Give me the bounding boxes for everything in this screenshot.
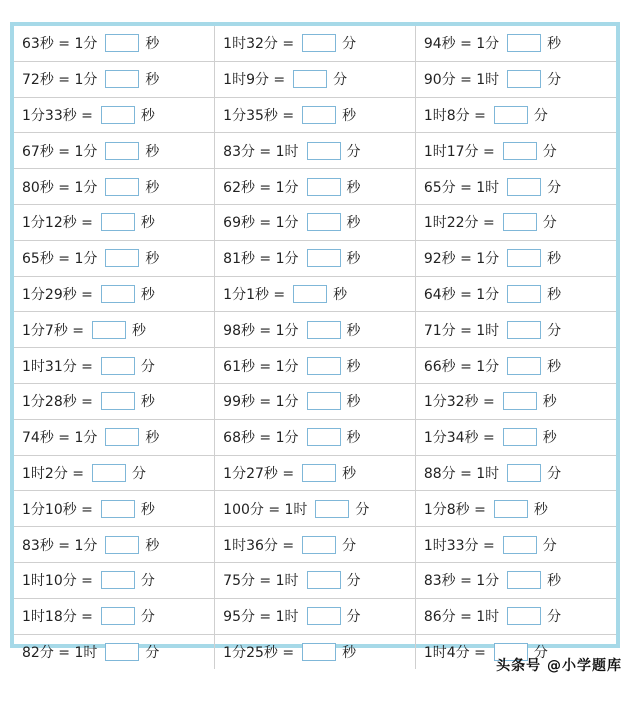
exercise-cell xyxy=(14,240,215,276)
exercise-cell xyxy=(14,634,215,669)
answer-box[interactable] xyxy=(105,428,139,446)
unit-label: 秒 xyxy=(140,286,155,303)
exercise-cell xyxy=(14,312,215,348)
answer-box[interactable] xyxy=(101,607,135,625)
question-text: 80秒 = 1分 xyxy=(22,179,98,196)
exercise-cell xyxy=(415,204,616,240)
answer-box[interactable] xyxy=(293,285,327,303)
exercise-cell xyxy=(14,598,215,634)
question-text: 64秒 = 1分 xyxy=(423,286,500,303)
answer-box[interactable] xyxy=(507,70,541,88)
question-text: 83分 = 1时 xyxy=(223,143,299,160)
unit-label: 分 xyxy=(533,644,548,661)
exercise-cell xyxy=(215,133,416,169)
exercise-row xyxy=(14,419,616,455)
exercise-cell xyxy=(14,527,215,563)
unit-label: 秒 xyxy=(342,465,357,482)
answer-box[interactable] xyxy=(507,285,541,303)
question-text: 63秒 = 1分 xyxy=(22,36,98,53)
exercise-cell xyxy=(215,383,416,419)
question-text: 86分 = 1时 xyxy=(423,609,500,626)
question-text: 74秒 = 1分 xyxy=(22,430,98,447)
exercise-row xyxy=(14,169,616,205)
exercise-cell xyxy=(14,276,215,312)
unit-label: 秒 xyxy=(346,394,361,411)
unit-label: 分 xyxy=(346,573,361,590)
exercise-cell xyxy=(215,634,416,669)
answer-box[interactable] xyxy=(307,213,341,231)
question-text: 1分35秒 = xyxy=(223,107,295,124)
answer-box[interactable] xyxy=(307,357,341,375)
watermark-footer: 头条号 @小学题库 xyxy=(496,658,622,674)
answer-box[interactable] xyxy=(302,106,336,124)
exercise-cell xyxy=(415,455,616,491)
exercise-row xyxy=(14,348,616,384)
exercise-cell xyxy=(215,276,416,312)
question-text: 1分32秒 = xyxy=(423,394,495,411)
unit-label: 分 xyxy=(346,143,361,160)
answer-box[interactable] xyxy=(307,249,341,267)
exercise-row xyxy=(14,491,616,527)
answer-box[interactable] xyxy=(105,643,139,661)
question-text: 72秒 = 1分 xyxy=(22,72,98,89)
exercise-cell xyxy=(14,26,215,61)
question-text: 1分27秒 = xyxy=(223,465,295,482)
question-text: 1时33分 = xyxy=(423,537,495,554)
answer-box[interactable] xyxy=(302,464,336,482)
answer-box[interactable] xyxy=(307,178,341,196)
question-text: 69秒 = 1分 xyxy=(223,215,299,232)
unit-label: 分 xyxy=(346,609,361,626)
question-text: 82分 = 1时 xyxy=(22,644,98,661)
answer-box[interactable] xyxy=(307,571,341,589)
unit-label: 分 xyxy=(547,179,562,196)
question-text: 90分 = 1时 xyxy=(423,72,500,89)
answer-box[interactable] xyxy=(105,178,139,196)
worksheet xyxy=(10,22,620,661)
exercise-cell xyxy=(14,491,215,527)
exercise-cell xyxy=(215,598,416,634)
answer-box[interactable] xyxy=(315,500,349,518)
answer-box[interactable] xyxy=(507,464,541,482)
unit-label: 分 xyxy=(333,72,348,89)
answer-box[interactable] xyxy=(307,607,341,625)
exercise-cell xyxy=(14,204,215,240)
answer-box[interactable] xyxy=(302,643,336,661)
unit-label: 秒 xyxy=(533,501,548,518)
answer-box[interactable] xyxy=(101,213,135,231)
question-text: 83秒 = 1分 xyxy=(423,573,500,590)
unit-label: 秒 xyxy=(346,251,361,268)
question-text: 1时2分 = xyxy=(22,465,84,482)
unit-label: 秒 xyxy=(145,179,160,196)
question-text: 1分33秒 = xyxy=(22,107,93,124)
exercise-cell xyxy=(215,61,416,97)
question-text: 88分 = 1时 xyxy=(423,465,500,482)
unit-label: 秒 xyxy=(342,107,357,124)
question-text: 1分1秒 = xyxy=(223,286,286,303)
unit-label: 分 xyxy=(542,537,557,554)
unit-label: 分 xyxy=(547,465,562,482)
exercise-row xyxy=(14,97,616,133)
question-text: 1分8秒 = xyxy=(423,501,486,518)
unit-label: 分 xyxy=(547,322,562,339)
answer-box[interactable] xyxy=(494,106,528,124)
answer-box[interactable] xyxy=(101,500,135,518)
question-text: 1分7秒 = xyxy=(22,322,84,339)
exercise-cell xyxy=(14,348,215,384)
exercise-cell xyxy=(215,240,416,276)
question-text: 62秒 = 1分 xyxy=(223,179,299,196)
question-text: 1分10秒 = xyxy=(22,501,93,518)
exercise-cell xyxy=(215,455,416,491)
exercise-cell xyxy=(14,383,215,419)
answer-box[interactable] xyxy=(105,249,139,267)
question-text: 1时17分 = xyxy=(423,143,495,160)
unit-label: 秒 xyxy=(140,394,155,411)
unit-label: 分 xyxy=(140,358,155,375)
answer-box[interactable] xyxy=(101,571,135,589)
question-text: 1时22分 = xyxy=(423,215,495,232)
unit-label: 秒 xyxy=(542,430,557,447)
exercise-cell xyxy=(415,598,616,634)
question-text: 1时32分 = xyxy=(223,36,295,53)
exercise-cell xyxy=(415,276,616,312)
question-text: 65分 = 1时 xyxy=(423,179,500,196)
unit-label: 秒 xyxy=(140,107,155,124)
answer-box[interactable] xyxy=(503,392,537,410)
answer-box[interactable] xyxy=(503,536,537,554)
unit-label: 分 xyxy=(355,501,370,518)
exercise-cell xyxy=(14,419,215,455)
question-text: 1时31分 = xyxy=(22,358,93,375)
question-text: 83秒 = 1分 xyxy=(22,537,98,554)
answer-box[interactable] xyxy=(293,70,327,88)
exercise-cell xyxy=(215,312,416,348)
unit-label: 秒 xyxy=(346,215,361,232)
exercise-cell xyxy=(415,491,616,527)
question-text: 100分 = 1时 xyxy=(223,501,308,518)
unit-label: 分 xyxy=(342,537,357,554)
exercise-cell xyxy=(215,204,416,240)
exercise-cell xyxy=(14,133,215,169)
exercise-row xyxy=(14,455,616,491)
unit-label: 分 xyxy=(140,573,155,590)
question-text: 66秒 = 1分 xyxy=(423,358,500,375)
answer-box[interactable] xyxy=(92,464,126,482)
question-text: 1分29秒 = xyxy=(22,286,93,303)
question-text: 95分 = 1时 xyxy=(223,609,299,626)
unit-label: 秒 xyxy=(547,36,562,53)
exercise-row xyxy=(14,527,616,563)
question-text: 92秒 = 1分 xyxy=(423,251,500,268)
question-text: 1时9分 = xyxy=(223,72,286,89)
unit-label: 秒 xyxy=(140,501,155,518)
unit-label: 分 xyxy=(145,644,160,661)
unit-label: 秒 xyxy=(333,286,348,303)
unit-label: 秒 xyxy=(547,358,562,375)
question-text: 61秒 = 1分 xyxy=(223,358,299,375)
unit-label: 秒 xyxy=(132,322,146,339)
question-text: 1分12秒 = xyxy=(22,215,93,232)
exercise-row xyxy=(14,276,616,312)
exercise-cell xyxy=(415,133,616,169)
unit-label: 秒 xyxy=(145,143,160,160)
exercise-cell xyxy=(415,26,616,61)
exercise-cell xyxy=(415,169,616,205)
answer-box[interactable] xyxy=(101,285,135,303)
exercise-cell xyxy=(14,97,215,133)
answer-box[interactable] xyxy=(105,34,139,52)
unit-label: 秒 xyxy=(346,179,361,196)
unit-label: 秒 xyxy=(547,573,562,590)
answer-box[interactable] xyxy=(494,500,528,518)
unit-label: 秒 xyxy=(346,322,361,339)
exercise-row xyxy=(14,204,616,240)
question-text: 1时8分 = xyxy=(423,107,486,124)
exercise-cell xyxy=(215,419,416,455)
answer-box[interactable] xyxy=(105,536,139,554)
exercise-cell xyxy=(14,562,215,598)
question-text: 1分25秒 = xyxy=(223,644,295,661)
exercise-cell xyxy=(215,97,416,133)
exercise-table xyxy=(14,26,616,669)
answer-box[interactable] xyxy=(302,34,336,52)
unit-label: 秒 xyxy=(145,537,160,554)
answer-box[interactable] xyxy=(507,34,541,52)
answer-box[interactable] xyxy=(507,571,541,589)
question-text: 94秒 = 1分 xyxy=(423,36,500,53)
unit-label: 分 xyxy=(542,215,557,232)
exercise-cell xyxy=(415,419,616,455)
question-text: 81秒 = 1分 xyxy=(223,251,299,268)
unit-label: 秒 xyxy=(145,251,160,268)
question-text: 1时4分 = xyxy=(423,644,486,661)
unit-label: 秒 xyxy=(145,36,160,53)
exercise-cell xyxy=(415,562,616,598)
answer-box[interactable] xyxy=(101,392,135,410)
question-text: 65秒 = 1分 xyxy=(22,251,98,268)
unit-label: 分 xyxy=(533,107,548,124)
unit-label: 秒 xyxy=(140,215,155,232)
question-text: 75分 = 1时 xyxy=(223,573,299,590)
question-text: 1时10分 = xyxy=(22,573,93,590)
question-text: 67秒 = 1分 xyxy=(22,143,98,160)
answer-box[interactable] xyxy=(507,249,541,267)
exercise-row xyxy=(14,383,616,419)
exercise-cell xyxy=(14,455,215,491)
unit-label: 秒 xyxy=(145,72,160,89)
exercise-cell xyxy=(215,348,416,384)
question-text: 1时36分 = xyxy=(223,537,295,554)
unit-label: 分 xyxy=(547,72,562,89)
exercise-cell xyxy=(14,169,215,205)
answer-box[interactable] xyxy=(307,321,341,339)
exercise-row xyxy=(14,312,616,348)
unit-label: 秒 xyxy=(346,430,361,447)
unit-label: 分 xyxy=(342,36,357,53)
exercise-cell xyxy=(415,383,616,419)
unit-label: 秒 xyxy=(342,644,357,661)
question-text: 1时18分 = xyxy=(22,609,93,626)
answer-box[interactable] xyxy=(503,213,537,231)
exercise-row xyxy=(14,240,616,276)
answer-box[interactable] xyxy=(307,428,341,446)
question-text: 68秒 = 1分 xyxy=(223,430,299,447)
unit-label: 秒 xyxy=(145,430,160,447)
answer-box[interactable] xyxy=(105,70,139,88)
answer-box[interactable] xyxy=(503,142,537,160)
exercise-row xyxy=(14,133,616,169)
answer-box[interactable] xyxy=(307,142,341,160)
answer-box[interactable] xyxy=(92,321,126,339)
answer-box[interactable] xyxy=(302,536,336,554)
question-text: 98秒 = 1分 xyxy=(223,322,299,339)
exercise-cell xyxy=(215,26,416,61)
exercise-cell xyxy=(215,169,416,205)
exercise-cell xyxy=(14,61,215,97)
question-text: 1分34秒 = xyxy=(423,430,495,447)
exercise-cell xyxy=(415,312,616,348)
unit-label: 秒 xyxy=(346,358,361,375)
unit-label: 秒 xyxy=(542,394,557,411)
answer-box[interactable] xyxy=(105,142,139,160)
unit-label: 分 xyxy=(547,609,562,626)
exercise-cell xyxy=(415,61,616,97)
question-text: 99秒 = 1分 xyxy=(223,394,299,411)
exercise-row xyxy=(14,598,616,634)
question-text: 1分28秒 = xyxy=(22,394,93,411)
answer-box[interactable] xyxy=(307,392,341,410)
unit-label: 秒 xyxy=(547,251,562,268)
exercise-row xyxy=(14,61,616,97)
exercise-cell xyxy=(215,562,416,598)
answer-box[interactable] xyxy=(101,106,135,124)
answer-box[interactable] xyxy=(507,357,541,375)
unit-label: 分 xyxy=(140,609,155,626)
exercise-cell xyxy=(415,348,616,384)
answer-box[interactable] xyxy=(507,178,541,196)
exercise-cell xyxy=(415,527,616,563)
answer-box[interactable] xyxy=(503,428,537,446)
exercise-cell xyxy=(215,527,416,563)
unit-label: 分 xyxy=(132,465,146,482)
answer-box[interactable] xyxy=(507,607,541,625)
unit-label: 分 xyxy=(542,143,557,160)
exercise-cell xyxy=(415,240,616,276)
question-text: 71分 = 1时 xyxy=(423,322,500,339)
exercise-row xyxy=(14,26,616,61)
answer-box[interactable] xyxy=(101,357,135,375)
exercise-cell xyxy=(415,97,616,133)
exercise-cell xyxy=(215,491,416,527)
unit-label: 秒 xyxy=(547,286,562,303)
answer-box[interactable] xyxy=(507,321,541,339)
exercise-row xyxy=(14,562,616,598)
